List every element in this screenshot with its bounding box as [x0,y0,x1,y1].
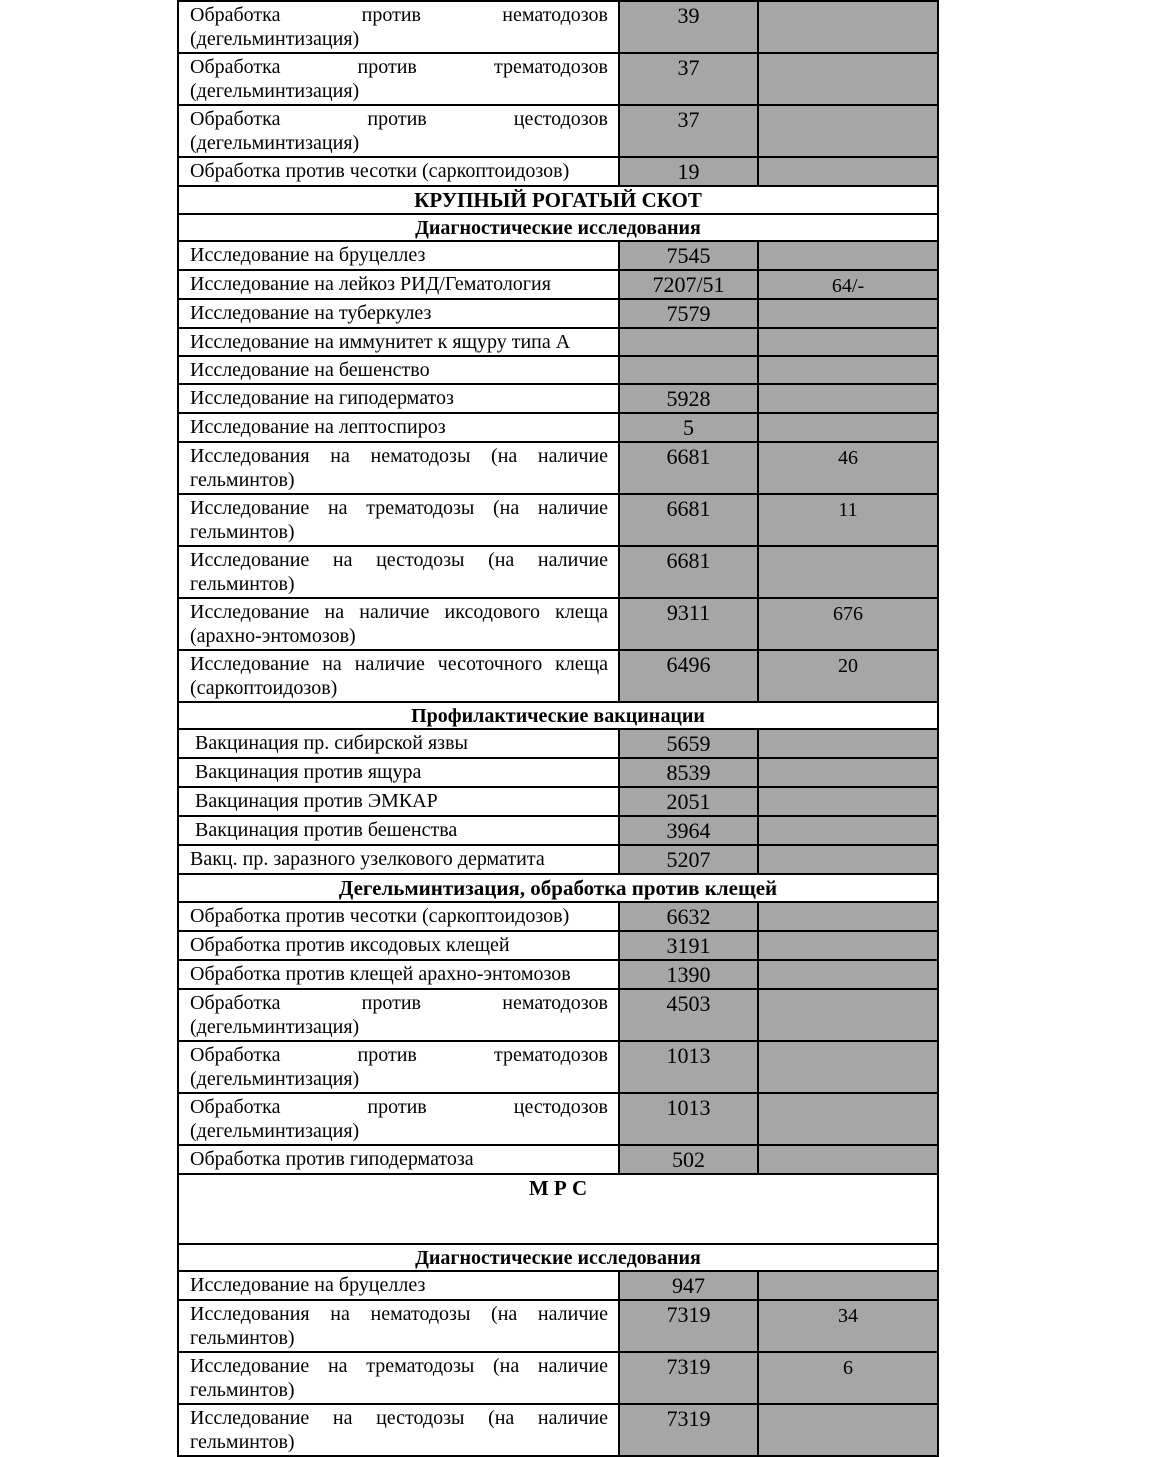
row-value: 5928 [619,384,758,413]
row-positive-value [758,299,938,328]
row-label: Исследования на нематодозы (на наличие гельминтов) [178,442,619,494]
table-row [178,157,938,186]
row-value: 1013 [619,1093,758,1145]
row-label: Вакцинация против ящура [178,758,619,787]
row-positive-value [758,758,938,787]
group-heading-row [178,186,938,214]
table-row [178,598,938,650]
row-label: Исследование на бешенство [178,356,619,384]
row-label: Обработка против нематодозов (дегельминтизация) [178,1,619,53]
row-value: 7319 [619,1404,758,1456]
row-label: Исследование на гиподерматоз [178,384,619,413]
group-heading: Дегельминтизация, обработка против клещей [178,874,938,902]
table-row [178,1145,938,1174]
row-positive-value [758,384,938,413]
table-row [178,816,938,845]
row-value: 6681 [619,442,758,494]
row-value: 3964 [619,816,758,845]
row-positive-value [758,1041,938,1093]
row-positive-value [758,816,938,845]
row-value: 1013 [619,1041,758,1093]
table-row [178,270,938,299]
veterinary-report-table [177,0,937,1457]
row-value: 7545 [619,241,758,270]
row-label: Обработка против чесотки (саркоптоидозов) [178,902,619,931]
row-positive-value: 11 [758,494,938,546]
row-label: Исследование на бруцеллез [178,241,619,270]
row-positive-value [758,53,938,105]
row-value: 7207/51 [619,270,758,299]
row-positive-value [758,1,938,53]
measures-table [177,0,939,1457]
row-positive-value [758,1404,938,1456]
row-value: 6681 [619,494,758,546]
row-positive-value: 6 [758,1352,938,1404]
row-positive-value [758,931,938,960]
row-positive-value [758,989,938,1041]
row-label: Исследование на туберкулез [178,299,619,328]
table-row [178,1271,938,1300]
group-heading: КРУПНЫЙ РОГАТЫЙ СКОТ [178,186,938,214]
row-positive-value [758,413,938,442]
row-positive-value [758,546,938,598]
row-value: 9311 [619,598,758,650]
row-label: Исследование на цестодозы (на наличие гельминтов) [178,1404,619,1456]
row-value: 6681 [619,546,758,598]
section-heading-row [178,702,938,729]
row-label: Вакцинация против бешенства [178,816,619,845]
row-value: 39 [619,1,758,53]
table-row [178,1,938,53]
row-label: Исследование на лептоспироз [178,413,619,442]
table-row [178,299,938,328]
row-positive-value [758,1145,938,1174]
row-value: 6496 [619,650,758,702]
row-label: Исследование на лейкоз РИД/Гематология [178,270,619,299]
row-value: 37 [619,53,758,105]
table-row [178,1404,938,1456]
table-row [178,241,938,270]
row-value: 5 [619,413,758,442]
row-label: Обработка против цестодозов (дегельминтизация) [178,105,619,157]
table-row [178,105,938,157]
row-positive-value [758,356,938,384]
row-value: 4503 [619,989,758,1041]
table-row [178,442,938,494]
row-label: Обработка против гиподерматоза [178,1145,619,1174]
row-label: Обработка против цестодозов (дегельминтизация) [178,1093,619,1145]
row-positive-value: 46 [758,442,938,494]
row-value: 2051 [619,787,758,816]
row-label: Исследование на цестодозы (на наличие гельминтов) [178,546,619,598]
row-positive-value: 34 [758,1300,938,1352]
section-heading-row [178,214,938,241]
row-label: Обработка против трематодозов (дегельминтизация) [178,53,619,105]
row-value: 3191 [619,931,758,960]
table-row [178,1300,938,1352]
row-value: 7579 [619,299,758,328]
row-label: Обработка против чесотки (саркоптоидозов) [178,157,619,186]
row-label: Исследование на трематодозы (на наличие гельминтов) [178,494,619,546]
row-value: 5659 [619,729,758,758]
row-value: 502 [619,1145,758,1174]
row-label: Вакцинация пр. сибирской язвы [178,729,619,758]
row-value: 19 [619,157,758,186]
row-value: 6632 [619,902,758,931]
table-row [178,650,938,702]
row-label: Исследование на наличие чесоточного клеща (саркоптоидозов) [178,650,619,702]
row-positive-value [758,845,938,874]
table-row [178,758,938,787]
row-positive-value [758,960,938,989]
row-value: 7319 [619,1300,758,1352]
row-positive-value [758,729,938,758]
row-value: 37 [619,105,758,157]
table-row [178,413,938,442]
section-heading: Профилактические вакцинации [178,702,938,729]
row-label: Исследование на наличие иксодового клеща (арахно-энтомозов) [178,598,619,650]
row-positive-value [758,787,938,816]
row-positive-value [758,1271,938,1300]
row-label: Исследование на трематодозы (на наличие гельминтов) [178,1352,619,1404]
row-value: 7319 [619,1352,758,1404]
table-row [178,53,938,105]
row-value: 8539 [619,758,758,787]
row-label: Обработка против трематодозов (дегельминтизация) [178,1041,619,1093]
table-row [178,931,938,960]
row-positive-value: 676 [758,598,938,650]
table-row [178,902,938,931]
row-positive-value [758,902,938,931]
row-positive-value [758,157,938,186]
section-heading: Диагностические исследования [178,1244,938,1271]
table-row [178,1352,938,1404]
row-label: Обработка против клещей арахно-энтомозов [178,960,619,989]
row-label: Исследования на нематодозы (на наличие гельминтов) [178,1300,619,1352]
group-heading: М Р С [178,1174,938,1244]
row-value [619,356,758,384]
section-heading: Диагностические исследования [178,214,938,241]
group-heading-row [178,874,938,902]
table-body [178,1,938,1456]
table-row [178,845,938,874]
table-row [178,384,938,413]
group-heading-row [178,1174,938,1244]
row-label: Исследование на бруцеллез [178,1271,619,1300]
row-positive-value: 20 [758,650,938,702]
row-positive-value [758,1093,938,1145]
table-row [178,494,938,546]
table-row [178,546,938,598]
row-positive-value [758,241,938,270]
table-row [178,1041,938,1093]
row-label: Обработка против нематодозов (дегельминтизация) [178,989,619,1041]
table-row [178,1093,938,1145]
row-label: Обработка против иксодовых клещей [178,931,619,960]
row-positive-value [758,328,938,356]
row-label: Вакцинация против ЭМКАР [178,787,619,816]
row-positive-value [758,105,938,157]
row-label: Исследование на иммунитет к ящуру типа А [178,328,619,356]
row-value: 5207 [619,845,758,874]
row-positive-value: 64/- [758,270,938,299]
section-heading-row [178,1244,938,1271]
table-row [178,328,938,356]
row-label: Вакц. пр. заразного узелкового дерматита [178,845,619,874]
row-value: 1390 [619,960,758,989]
row-value [619,328,758,356]
table-row [178,729,938,758]
table-row [178,989,938,1041]
row-value: 947 [619,1271,758,1300]
table-row [178,787,938,816]
table-row [178,960,938,989]
table-row [178,356,938,384]
